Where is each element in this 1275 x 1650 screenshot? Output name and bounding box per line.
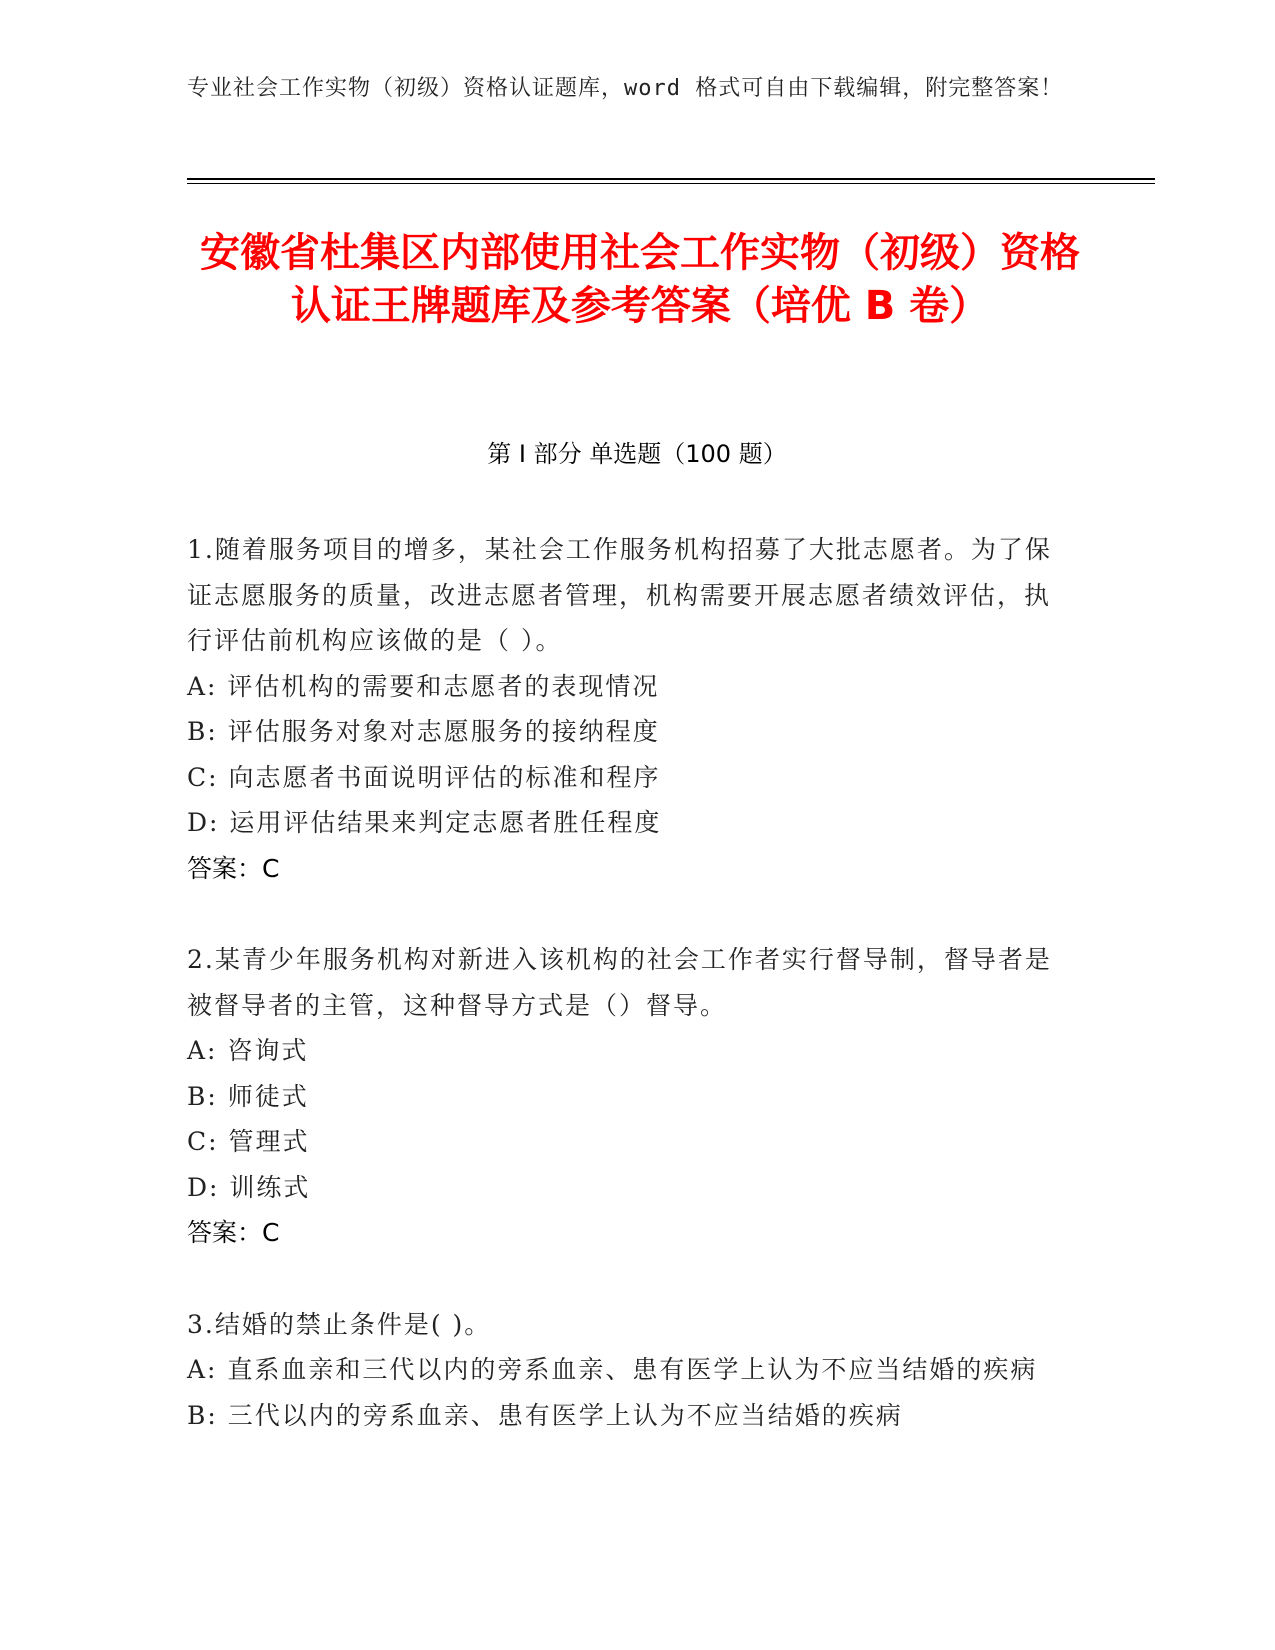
option-b: B: 三代以内的旁系血亲、患有医学上认为不应当结婚的疾病 [187,1400,903,1430]
document-title: 安徽省杜集区内部使用社会工作实物（初级）资格认证王牌题库及参考答案（培优 B 卷） [200,230,1080,329]
question-3 [187,1302,1067,1439]
option-c: C: 管理式 [187,1127,310,1156]
question-stem: 1.随着服务项目的增多，某社会工作服务机构招募了大批志愿者。为了保证志愿服务的质量，改进志愿者管理，机构需要开展志愿者绩效评估，执行评估前机构应该做的是（ ）。 [187,535,1052,655]
option-b: B: 评估服务对象对志愿服务的接纳程度 [187,717,660,746]
question-stem: 2.某青少年服务机构对新进入该机构的社会工作者实行督导制，督导者是被督导者的主管，这种督导方式是（）督导。 [187,945,1052,1020]
question-stem: 3.结婚的禁止条件是( )。 [187,1309,492,1339]
question-2 [187,937,1067,1256]
option-a: A: 评估机构的需要和志愿者的表现情况 [187,671,660,701]
option-b: B: 师徒式 [187,1081,309,1111]
option-d: D: 运用评估结果来判定志愿者胜任程度 [187,808,662,837]
answer: 答案：C [187,853,280,883]
option-d: D: 训练式 [187,1172,311,1202]
option-a: A: 直系血亲和三代以内的旁系血亲、患有医学上认为不应当结婚的疾病 [187,1355,1038,1384]
option-c: C: 向志愿者书面说明评估的标准和程序 [187,762,661,792]
question-list [187,527,1067,1484]
header-note: 专业社会工作实物（初级）资格认证题库，word 格式可自由下载编辑，附完整答案！ [187,76,1064,101]
question-1 [187,527,1067,891]
section-title: 第 I 部分 单选题（100 题） [487,440,787,468]
header-divider-thin [187,183,1155,184]
option-a: A: 咨询式 [187,1036,309,1065]
header-divider-thick [187,178,1155,180]
answer: 答案：C [187,1218,280,1247]
